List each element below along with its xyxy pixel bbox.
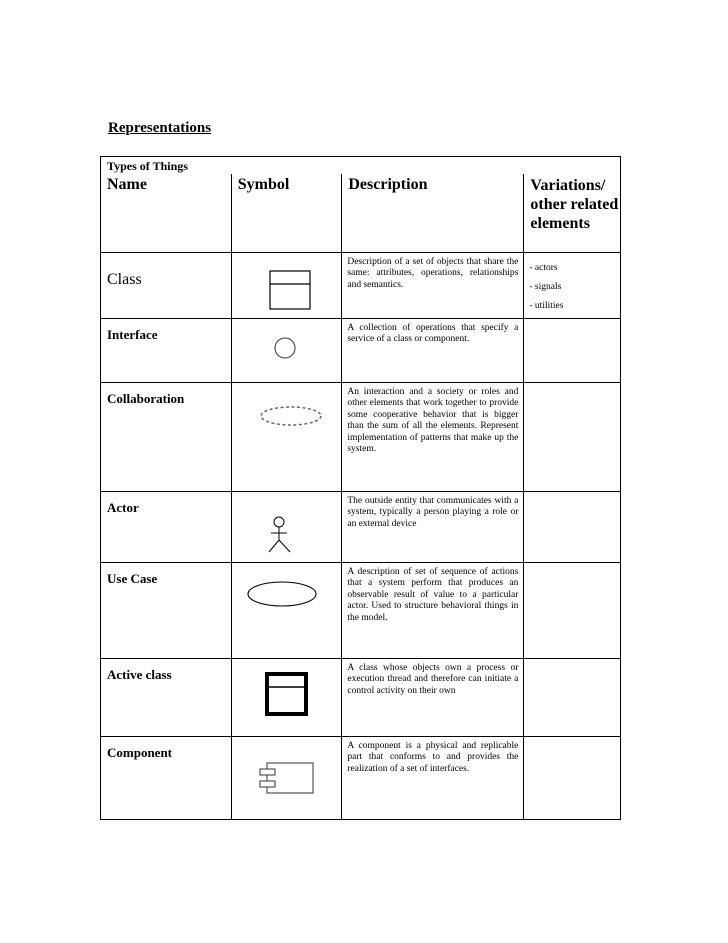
row-variations	[524, 658, 621, 736]
row-variations	[524, 562, 621, 658]
header-name: Name	[101, 174, 232, 252]
row-variations	[524, 491, 621, 562]
header-variations: Variations/ other related elements	[524, 174, 621, 252]
row-name: Component	[101, 736, 232, 819]
table-row	[101, 736, 621, 819]
class-icon	[231, 252, 342, 318]
row-name: Class	[101, 252, 232, 318]
page-heading: Representations	[108, 120, 212, 136]
table-row	[101, 491, 621, 562]
row-description: The outside entity that communicates with a system, typically a person playing a role or an external device	[342, 491, 524, 562]
variation-item: - utilities	[529, 300, 564, 311]
table-row	[101, 318, 621, 382]
row-variations	[524, 736, 621, 819]
row-name: Use Case	[101, 562, 232, 658]
row-name: Active class	[101, 658, 232, 736]
row-name: Interface	[101, 318, 232, 382]
header-description: Description	[342, 174, 524, 252]
component-icon	[231, 736, 342, 819]
table-row	[101, 382, 621, 491]
ellipse-icon	[231, 562, 342, 658]
interface-circle-icon	[231, 318, 342, 382]
active-class-icon	[231, 658, 342, 736]
row-variations	[524, 382, 621, 491]
row-variations	[524, 318, 621, 382]
row-description: An interaction and a society or roles and other elements that work together to provide some cooperative behavior that is bigger than the sum of all the elements. Represent implementation of patterns that make up the system.	[342, 382, 524, 491]
row-description: A collection of operations that specify a service of a class or component.	[342, 318, 524, 382]
header-symbol: Symbol	[231, 174, 342, 252]
dashed-ellipse-icon	[231, 382, 342, 491]
row-description: A class whose objects own a process or execution thread and therefore can initiate a control activity on their own	[342, 658, 524, 736]
table-row	[101, 252, 621, 318]
variation-item: - signals	[529, 281, 562, 292]
table-caption: Types of Things	[101, 157, 621, 175]
row-variations	[524, 252, 621, 318]
row-name: Collaboration	[101, 382, 232, 491]
variation-item: - actors	[529, 262, 558, 273]
row-description: A description of set of sequence of actions that a system perform that produces an observable result of value to a particular actor. Used to structure behavioral things in the model.	[342, 562, 524, 658]
types-of-things-table	[100, 156, 621, 817]
row-name: Actor	[101, 491, 232, 562]
stick-figure-icon	[231, 491, 342, 562]
table-row	[101, 562, 621, 658]
row-description: Description of a set of objects that share the same: attributes, operations, relationships and semantics.	[342, 252, 524, 318]
table-row	[101, 658, 621, 736]
row-description: A component is a physical and replicable part that conforms to and provides the realization of a set of interfaces.	[342, 736, 524, 819]
